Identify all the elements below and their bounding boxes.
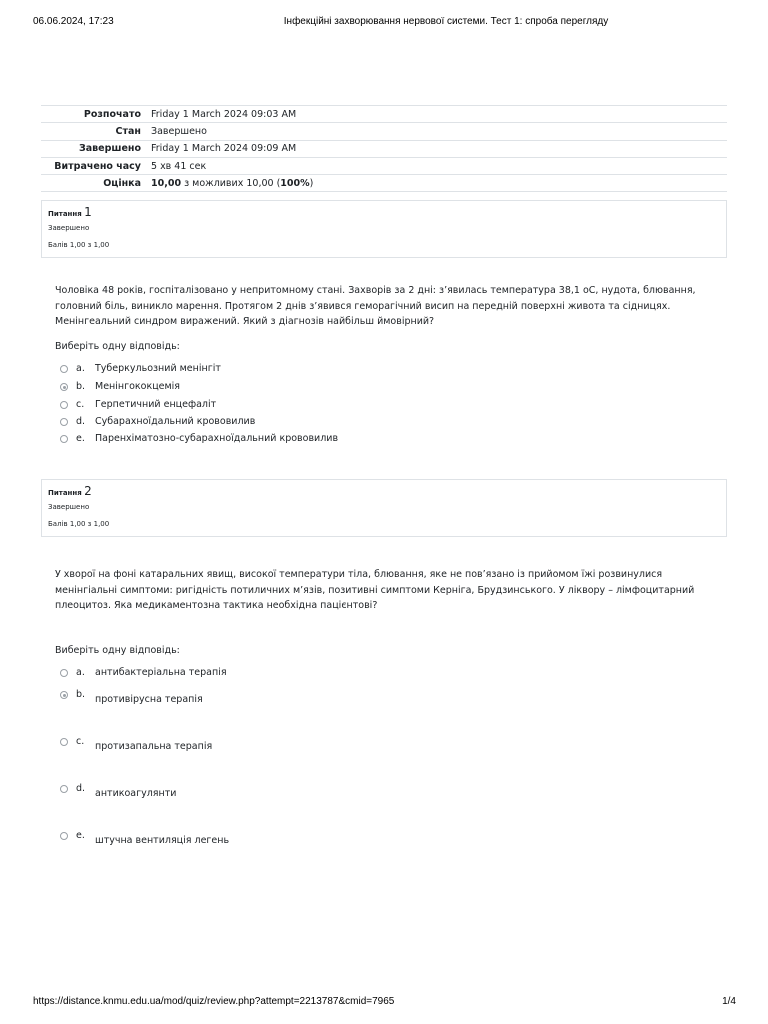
option-label: штучна вентиляція легень	[95, 835, 230, 846]
radio-button-selected[interactable]	[60, 691, 68, 699]
page-url: https://distance.knmu.edu.ua/mod/quiz/review.php?attempt=2213787&cmid=7965	[33, 996, 395, 1007]
summary-value: Завершено	[151, 123, 727, 140]
option-label: протизапальна терапія	[95, 741, 213, 752]
option-letter: d.	[76, 783, 86, 794]
summary-row-started	[41, 106, 727, 123]
question-grade: Балів 1,00 з 1,00	[48, 520, 110, 528]
radio-button-selected[interactable]	[60, 383, 68, 391]
radio-button[interactable]	[60, 785, 68, 793]
attempt-summary-table	[41, 105, 727, 192]
question-number-value: 1	[84, 205, 92, 219]
option-letter: d.	[76, 416, 86, 427]
summary-row-state	[41, 123, 727, 140]
option-label: Субарахноїдальний крововилив	[95, 416, 256, 427]
option-letter: b.	[76, 689, 86, 700]
summary-value: Friday 1 March 2024 09:09 AM	[151, 140, 727, 157]
option-label: антикоагулянти	[95, 788, 177, 799]
question-1-text: Чоловіка 48 років, госпіталізовано у непритомному стані. Захворів за 2 дні: з’явилась температура 38,1 оС, нудота, блювання, головний біль, виникло марення. Протягом 2 днів з’явився геморагічний висип на передній поверхні живота та сідницях. Менінгеальний синдром виражений. Який з діагнозів найбільш ймовірний?	[55, 285, 696, 327]
question-label: Питання	[48, 489, 82, 497]
option-letter: a.	[76, 667, 85, 678]
question-number-value: 2	[84, 484, 92, 498]
radio-button[interactable]	[60, 365, 68, 373]
question-label: Питання	[48, 210, 82, 218]
radio-button[interactable]	[60, 669, 68, 677]
print-datetime: 06.06.2024, 17:23	[33, 16, 114, 27]
option-label: Герпетичний енцефаліт	[95, 399, 217, 410]
summary-row-grade	[41, 175, 727, 192]
radio-button[interactable]	[60, 738, 68, 746]
question-grade: Балів 1,00 з 1,00	[48, 241, 110, 249]
summary-label: Стан	[41, 123, 151, 140]
summary-grade-value	[151, 175, 727, 192]
summary-value: 5 хв 41 сек	[151, 157, 727, 174]
grade-percent: 100%	[280, 177, 310, 189]
question-number	[48, 484, 92, 498]
option-label: Туберкульозний менінгіт	[95, 363, 221, 374]
summary-value: Friday 1 March 2024 09:03 AM	[151, 106, 727, 123]
summary-label: Розпочато	[41, 106, 151, 123]
option-label: антибактеріальна терапія	[95, 667, 227, 678]
summary-label: Оцінка	[41, 175, 151, 192]
question-1-prompt: Виберіть одну відповідь:	[55, 341, 180, 352]
option-label: Паренхіматозно-субарахноїдальний крововилив	[95, 433, 339, 444]
question-state: Завершено	[48, 224, 90, 232]
radio-button[interactable]	[60, 418, 68, 426]
option-label: противірусна терапія	[95, 694, 203, 705]
summary-row-completed	[41, 140, 727, 157]
question-state: Завершено	[48, 503, 90, 511]
option-letter: b.	[76, 381, 86, 392]
summary-label: Завершено	[41, 140, 151, 157]
radio-button[interactable]	[60, 401, 68, 409]
question-1-info	[41, 200, 727, 258]
question-2-text: У хворої на фоні катаральних явищ, високої температури тіла, блювання, яке не пов’язано із прийомом їжі розвинулися менінгіальні симптоми: ригідність потиличних м’язів, позитивні симптоми Керніга, Брудзинського. У ліквору – лімфоцитарний плеоцитоз. Яка медикаментозна тактика необхідна пацієнтові?	[55, 569, 695, 611]
option-letter: e.	[76, 433, 85, 444]
grade-close: )	[309, 177, 314, 189]
question-2-prompt: Виберіть одну відповідь:	[55, 645, 180, 656]
grade-max-text: з можливих 10,00 (	[181, 177, 281, 189]
option-letter: e.	[76, 830, 85, 841]
question-2-info	[41, 479, 727, 537]
radio-button[interactable]	[60, 435, 68, 443]
grade-score: 10,00	[151, 177, 182, 189]
option-letter: c.	[76, 736, 85, 747]
option-letter: c.	[76, 399, 85, 410]
summary-row-time-taken	[41, 157, 727, 174]
option-letter: a.	[76, 363, 85, 374]
radio-button[interactable]	[60, 832, 68, 840]
print-page-title: Інфекційні захворювання нервової системи. Тест 1: спроба перегляду	[283, 16, 609, 27]
option-label: Менінгококцемія	[95, 381, 181, 392]
page-number: 1/4	[722, 996, 736, 1007]
question-number	[48, 205, 92, 219]
summary-label: Витрачено часу	[41, 157, 151, 174]
